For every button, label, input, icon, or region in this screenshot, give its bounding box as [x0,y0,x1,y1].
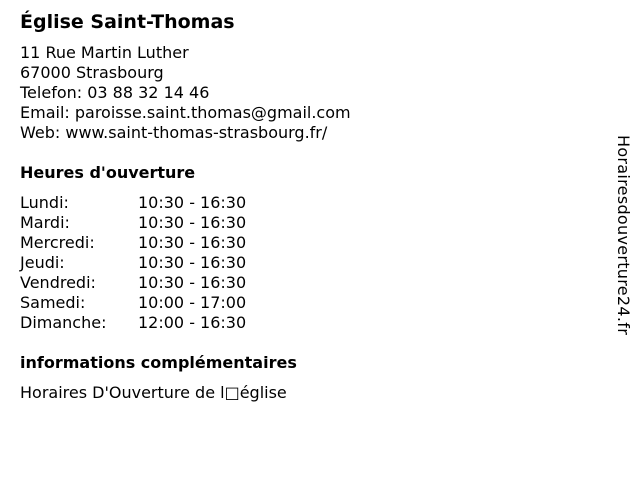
place-card [20,10,600,403]
street-address: 11 Rue Martin Luther [20,43,189,62]
place-title: Église Saint-Thomas [20,11,235,33]
address-block [20,43,600,143]
hours-time-value: 10:30 - 16:30 [138,213,247,232]
hours-time-value: 10:30 - 16:30 [138,233,247,252]
hours-time-value: 12:00 - 16:30 [138,313,247,332]
hours-day-label: Jeudi: [20,253,65,272]
hours-day-label: Mercredi: [20,233,95,252]
opening-hours-table [20,193,600,333]
hours-row-saturday [20,293,600,313]
hours-row-tuesday [20,213,600,233]
hours-row-monday [20,193,600,213]
hours-row-thursday [20,253,600,273]
opening-hours-heading: Heures d'ouverture [20,163,196,182]
additional-info-text: Horaires D'Ouverture de l□église [20,383,287,402]
hours-row-friday [20,273,600,293]
hours-row-sunday [20,313,600,333]
hours-day-label: Mardi: [20,213,70,232]
hours-time-value: 10:30 - 16:30 [138,193,247,212]
hours-time-value: 10:30 - 16:30 [138,253,247,272]
hours-day-label: Lundi: [20,193,69,212]
hours-time-value: 10:30 - 16:30 [138,273,247,292]
hours-row-wednesday [20,233,600,253]
email-line: Email: paroisse.saint.thomas@gmail.com [20,103,351,122]
website-line: Web: www.saint-thomas-strasbourg.fr/ [20,123,328,142]
watermark-text: Horairesdouverture24.fr [614,135,633,336]
hours-time-value: 10:00 - 17:00 [138,293,247,312]
hours-day-label: Vendredi: [20,273,96,292]
hours-day-label: Dimanche: [20,313,107,332]
additional-info-heading: informations complémentaires [20,353,297,372]
phone-line: Telefon: 03 88 32 14 46 [20,83,210,102]
site-watermark [612,135,636,375]
city-postal-code: 67000 Strasbourg [20,63,164,82]
hours-day-label: Samedi: [20,293,86,312]
